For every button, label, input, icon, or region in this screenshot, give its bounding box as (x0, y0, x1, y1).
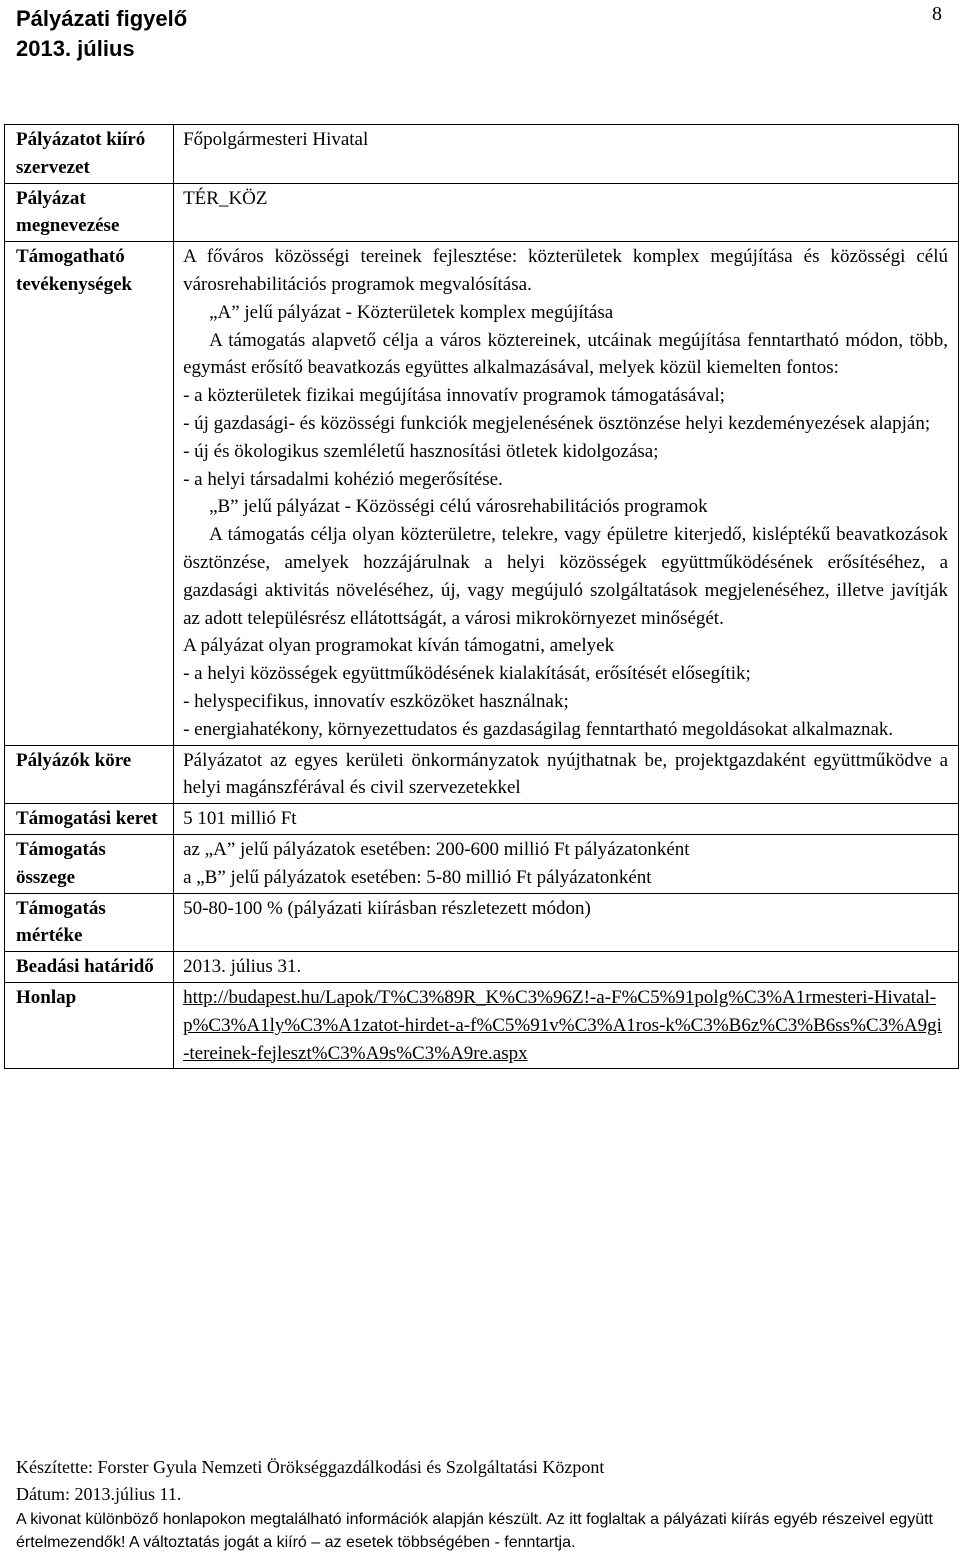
activities-intro: A főváros közösségi tereinek fejlesztése: közterületek komplex megújítása és közösségi célú városrehabilitációs programok megvalósítása. (183, 246, 948, 295)
b-bullet: - a helyi közösségek együttműködésének kialakítását, erősítését elősegítik; (183, 663, 751, 685)
issuer-label: Pályázatot kiíró szervezet (5, 125, 174, 184)
amount-line-a: az „A” jelű pályázatok esetében: 200-600 millió Ft pályázatonként (183, 838, 690, 860)
activities-value (174, 242, 959, 745)
table-row (5, 952, 959, 983)
footer-disclaimer: A kivonat különböző honlapokon megtalálható információk alapján készült. Az itt foglaltak a pályázati kiírás egyéb részeivel együtt értelmezendők! A változtatás jogát a kiíró – az esetek többségében - fenntartja. (16, 1511, 933, 1551)
a-section-title: „A” jelű pályázat - Közterületek komplex megújítása (209, 301, 614, 323)
table-row (5, 893, 959, 952)
applicants-value: Pályázatot az egyes kerületi önkormányzatok nyújthatnak be, projektgazdaként együttműködve a helyi magánszférával és civil szervezetekkel (174, 745, 959, 804)
name-value: TÉR_KÖZ (174, 183, 959, 242)
table-row (5, 242, 959, 745)
rate-value: 50-80-100 % (pályázati kiírásban részletezett módon) (174, 893, 959, 952)
website-link[interactable]: http://budapest.hu/Lapok/T%C3%89R_K%C3%96Z!-a-F%C5%91polg%C3%A1rmesteri-Hivatal-p%C3%A1ly%C3%A1zatot-hirdet-a-f%C5%91v%C3%A1ros-k%C3%B6z%C3%B6ss%C3%A9gi-tereinek-fejleszt%C3%A9s%C3%A9re.aspx (183, 986, 942, 1064)
table-row (5, 834, 959, 893)
deadline-value: 2013. július 31. (174, 952, 959, 983)
table-row (5, 745, 959, 804)
page-footer (16, 1454, 946, 1554)
amount-label: Támogatás összege (5, 834, 174, 893)
grant-info-table (4, 124, 959, 1069)
applicants-label: Pályázók köre (5, 745, 174, 804)
issuer-value: Főpolgármesteri Hivatal (174, 125, 959, 184)
deadline-label: Beadási határidő (5, 952, 174, 983)
website-value (174, 982, 959, 1068)
activities-label: Támogatható tevékenységek (5, 242, 174, 745)
b-bullet: - energiahatékony, környezettudatos és gazdaságilag fenntartható megoldásokat alkalmaznak. (183, 718, 894, 740)
budget-value: 5 101 millió Ft (174, 804, 959, 835)
a-bullet: - új gazdasági- és közösségi funkciók megjelenésének ösztönzése helyi kezdeményezések alapján; (183, 412, 931, 434)
table-row (5, 982, 959, 1068)
newsletter-name: Pályázati figyelő (16, 6, 188, 31)
page-number: 8 (932, 3, 942, 25)
a-bullet: - a helyi társadalmi kohézió megerősítése. (183, 468, 503, 490)
table-row (5, 183, 959, 242)
footer-date: Dátum: 2013.július 11. (16, 1484, 182, 1504)
rate-label: Támogatás mértéke (5, 893, 174, 952)
a-section-text: A támogatás alapvető célja a város köztereinek, utcáinak megújítása fenntartható módon, több, egymást erősítő beavatkozás együttes alkalmazásával, melyek közül kiemelten fontos: (183, 329, 948, 379)
amount-value (174, 834, 959, 893)
b-bullet: - helyspecifikus, innovatív eszközöket használnak; (183, 690, 569, 712)
amount-line-b: a „B” jelű pályázatok esetében: 5-80 millió Ft pályázatonként (183, 866, 652, 888)
a-bullet: - új és ökologikus szemléletű hasznosítási ötletek kidolgozása; (183, 440, 659, 462)
b-section-text2: A pályázat olyan programokat kíván támogatni, amelyek (183, 635, 615, 657)
a-bullet: - a közterületek fizikai megújítása innovatív programok támogatásával; (183, 385, 725, 407)
table-row (5, 125, 959, 184)
footer-author: Készítette: Forster Gyula Nemzeti Örökséggazdálkodási és Szolgáltatási Központ (16, 1457, 605, 1477)
b-section-title: „B” jelű pályázat - Közösségi célú városrehabilitációs programok (209, 496, 708, 518)
website-label: Honlap (5, 982, 174, 1068)
b-section-text: A támogatás célja olyan közterületre, telekre, vagy épületre kiterjedő, kisléptékű beavatkozások ösztönzése, amelyek hozzájárulnak a helyi közösségek együttműködésének erősítéséhez, a gazdasági aktivitás növeléséhez, új, vagy megújuló szolgáltatások megjelenéséhez, illetve javítják az adott településrész ellátottságát, a városi mikrokörnyezet minőségét. (183, 524, 948, 629)
name-label: Pályázat megnevezése (5, 183, 174, 242)
newsletter-issue: 2013. július (16, 36, 135, 61)
budget-label: Támogatási keret (5, 804, 174, 835)
table-row (5, 804, 959, 835)
newsletter-title (16, 4, 187, 64)
